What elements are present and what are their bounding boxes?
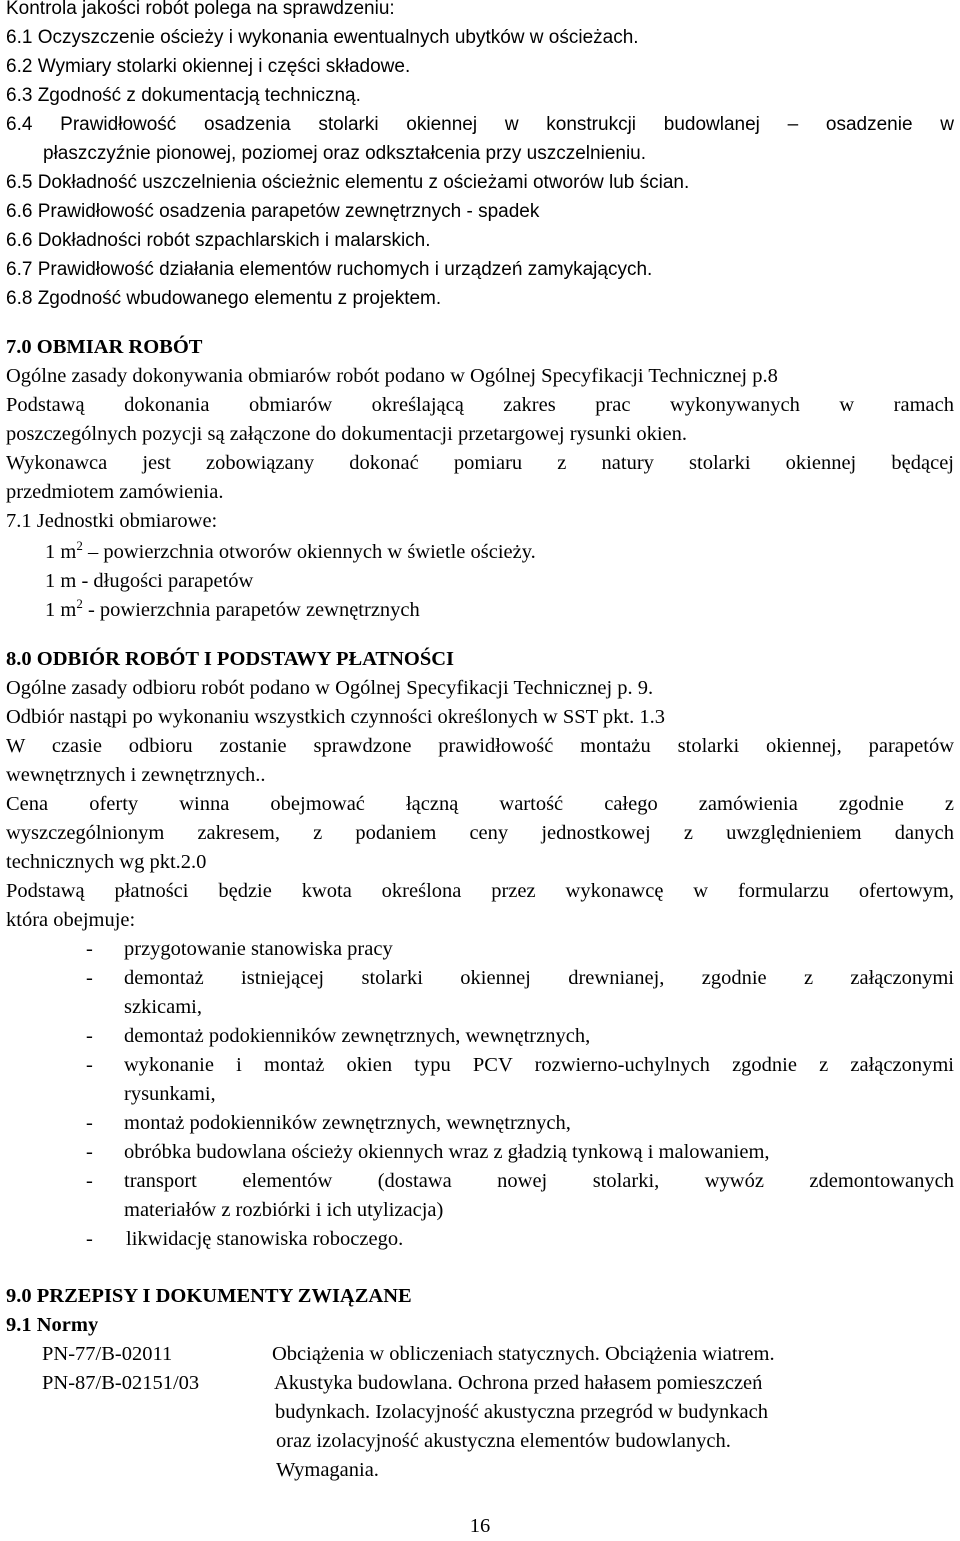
norm-description-continuation: Wymagania.: [276, 1459, 379, 1481]
section-8-line-8: Podstawą płatności będzie kwota określona przez wykonawcę w formularzu ofertowym,: [6, 880, 954, 902]
section-7-heading: 7.0 OBMIAR ROBÓT: [6, 336, 203, 358]
item-6-3: 6.3 Zgodność z dokumentacją techniczną.: [6, 85, 361, 106]
norm-code: PN-87/B-02151/03: [42, 1372, 200, 1394]
item-6-4: 6.4 Prawidłowość osadzenia stolarki okiennej w konstrukcji budowlanej – osadzenie w: [6, 114, 954, 135]
bullet-dash: -: [86, 1025, 93, 1047]
section-8-line-1: Ogólne zasady odbioru robót podano w Ogólnej Specyfikacji Technicznej p. 9.: [6, 677, 654, 699]
norm-description: Obciążenia w obliczeniach statycznych. Obciążenia wiatrem.: [272, 1343, 775, 1365]
bullet-item: wykonanie i montaż okien typu PCV rozwierno-uchylnych zgodnie z załączonymi: [124, 1054, 954, 1076]
norm-description-continuation: budynkach. Izolacyjność akustyczna przegród w budynkach: [275, 1401, 768, 1423]
unit-symbol: 1 m: [45, 599, 77, 621]
section-7-line-5: przedmiotem zamówienia.: [6, 481, 224, 503]
bullet-item: demontaż istniejącej stolarki okiennej drewnianej, zgodnie z załączonymi: [124, 967, 954, 989]
item-6-6-finishing: 6.6 Dokładności robót szpachlarskich i malarskich.: [6, 230, 431, 251]
unit-description: - powierzchnia parapetów zewnętrznych: [82, 599, 420, 621]
section-8-line-5: Cena oferty winna obejmować łączną wartość całego zamówienia zgodnie z: [6, 793, 954, 815]
section-8-line-6: wyszczególnionym zakresem, z podaniem ceny jednostkowej z uwzględnieniem danych: [6, 822, 954, 844]
section-8-line-3: W czasie odbioru zostanie sprawdzone prawidłowość montażu stolarki okiennej, parapetów: [6, 735, 954, 757]
norm-description-continuation: oraz izolacyjność akustyczna elementów budowlanych.: [276, 1430, 731, 1452]
item-6-6-parapets: 6.6 Prawidłowość osadzenia parapetów zewnętrznych - spadek: [6, 201, 540, 222]
norm-description: Akustyka budowlana. Ochrona przed hałasem pomieszczeń: [274, 1372, 763, 1394]
unit-meter-parapets: 1 m - długości parapetów: [45, 570, 254, 592]
unit-square-meter-openings: [45, 538, 536, 567]
item-6-4-continuation: płaszczyźnie pionowej, poziomej oraz odkształcenia przy uszczelnieniu.: [43, 143, 647, 164]
bullet-dash: -: [86, 938, 93, 960]
bullet-dash: -: [86, 1112, 93, 1134]
section-7-line-1: Ogólne zasady dokonywania obmiarów robót podano w Ogólnej Specyfikacji Technicznej p.8: [6, 365, 778, 387]
bullet-dash: -: [86, 1170, 93, 1192]
section-8-line-9: która obejmuje:: [6, 909, 136, 931]
item-6-5: 6.5 Dokładność uszczelnienia ościeżnic elementu z ościeżami otworów lub ścian.: [6, 172, 690, 193]
section-7-line-4: Wykonawca jest zobowiązany dokonać pomiaru z natury stolarki okiennej będącej: [6, 452, 954, 474]
item-6-8: 6.8 Zgodność wbudowanego elementu z projektem.: [6, 288, 442, 309]
section-7-line-2: Podstawą dokonania obmiarów określającą zakres prac wykonywanych w ramach: [6, 394, 954, 416]
units-heading: 7.1 Jednostki obmiarowe:: [6, 510, 218, 532]
item-6-2: 6.2 Wymiary stolarki okiennej i części składowe.: [6, 56, 411, 77]
unit-square-meter-parapets: [45, 596, 420, 625]
item-6-7: 6.7 Prawidłowość działania elementów ruchomych i urządzeń zamykających.: [6, 259, 653, 280]
page-number: 16: [469, 1515, 491, 1537]
bullet-dash: -: [86, 1054, 93, 1076]
section-8-line-7: technicznych wg pkt.2.0: [6, 851, 207, 873]
section-9-1-heading: 9.1 Normy: [6, 1314, 99, 1336]
bullet-item-continuation: materiałów z rozbiórki i ich utylizacja): [124, 1199, 444, 1221]
norm-code: PN-77/B-02011: [42, 1343, 173, 1365]
unit-exponent: 2: [76, 596, 83, 611]
section-9-heading: 9.0 PRZEPISY I DOKUMENTY ZWIĄZANE: [6, 1285, 412, 1307]
bullet-item: likwidację stanowiska roboczego.: [126, 1228, 404, 1250]
bullet-dash: -: [86, 1141, 93, 1163]
section-8-line-2: Odbiór nastąpi po wykonaniu wszystkich czynności określonych w SST pkt. 1.3: [6, 706, 665, 728]
quality-control-intro: Kontrola jakości robót polega na sprawdzeniu:: [6, 0, 395, 19]
bullet-item-continuation: szkicami,: [124, 996, 202, 1018]
section-8-line-4: wewnętrznych i zewnętrznych..: [6, 764, 266, 786]
bullet-item: transport elementów (dostawa nowej stolarki, wywóz zdemontowanych: [124, 1170, 954, 1192]
bullet-item-continuation: rysunkami,: [124, 1083, 216, 1105]
item-6-1: 6.1 Oczyszczenie ościeży i wykonania ewentualnych ubytków w ościeżach.: [6, 27, 639, 48]
bullet-item: przygotowanie stanowiska pracy: [124, 938, 393, 960]
bullet-item: montaż podokienników zewnętrznych, wewnętrznych,: [124, 1112, 571, 1134]
unit-symbol: 1 m: [45, 541, 77, 563]
bullet-item: obróbka budowlana ościeży okiennych wraz z gładzią tynkową i malowaniem,: [124, 1141, 770, 1163]
bullet-dash: -: [86, 1228, 93, 1250]
unit-description: – powierzchnia otworów okiennych w świetle ościeży.: [82, 541, 536, 563]
bullet-dash: -: [86, 967, 93, 989]
unit-exponent: 2: [76, 538, 83, 553]
section-7-line-3: poszczególnych pozycji są załączone do dokumentacji przetargowej rysunki okien.: [6, 423, 687, 445]
section-8-heading: 8.0 ODBIÓR ROBÓT I PODSTAWY PŁATNOŚCI: [6, 648, 455, 670]
bullet-item: demontaż podokienników zewnętrznych, wewnętrznych,: [124, 1025, 591, 1047]
